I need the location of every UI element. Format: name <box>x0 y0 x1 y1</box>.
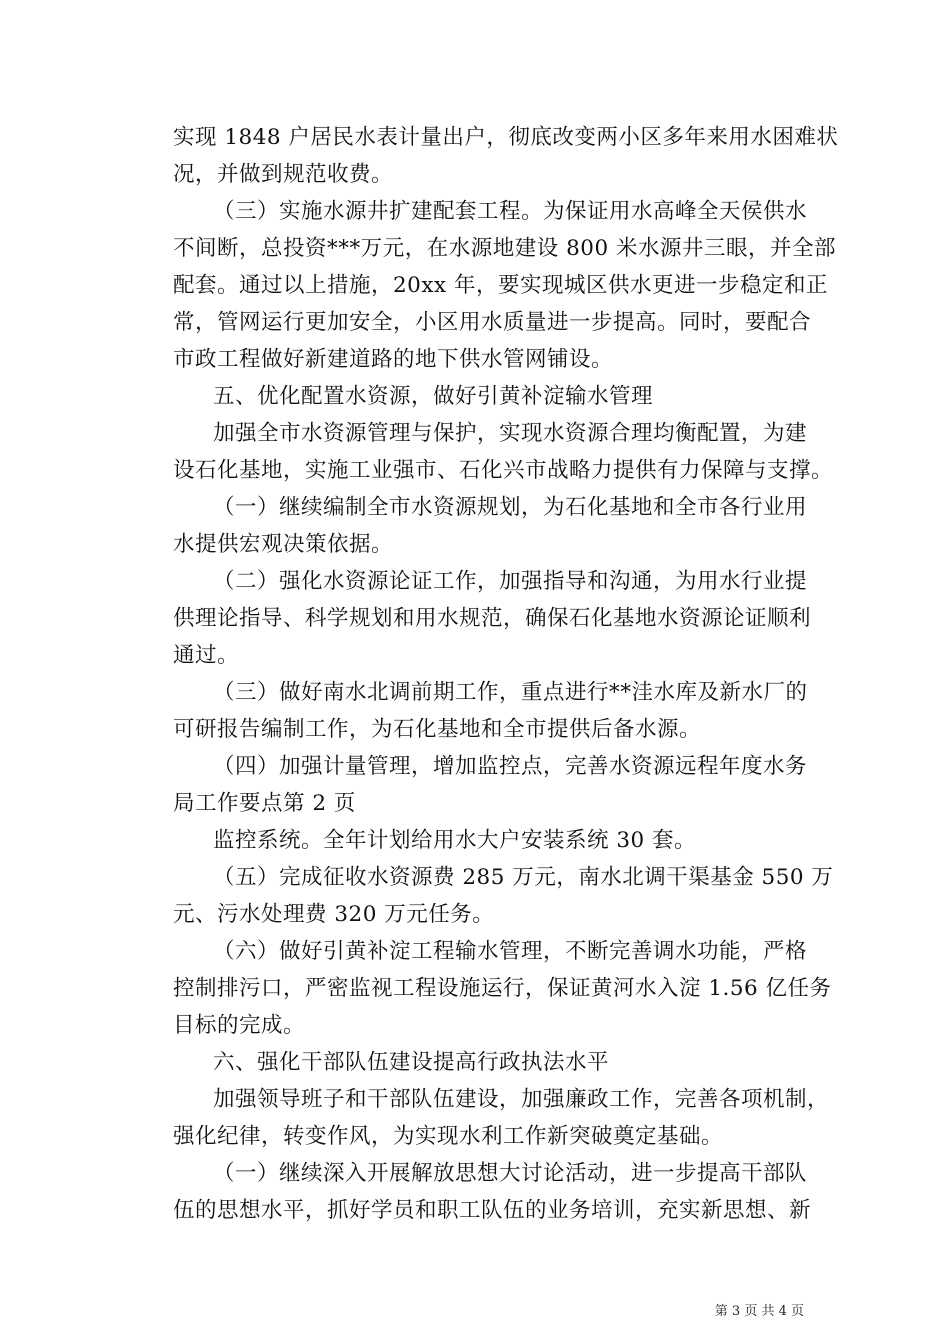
text-line: 水提供宏观决策依据。 <box>173 532 394 557</box>
text-line: 监控系统。全年计划给用水大户安装系统 30 套。 <box>213 828 697 853</box>
text-line: （一）继续编制全市水资源规划，为石化基地和全市各行业用 <box>213 495 808 520</box>
text-line: （二）强化水资源论证工作，加强指导和沟通，为用水行业提 <box>213 569 808 594</box>
text-line: 况，并做到规范收费。 <box>173 162 394 187</box>
text-line: （三）做好南水北调前期工作，重点进行**洼水库及新水厂的 <box>213 680 808 705</box>
text-line: 控制排污口，严密监视工程设施运行，保证黄河水入淀 1.56 亿任务 <box>173 976 832 1001</box>
text-line: 实现 1848 户居民水表计量出户，彻底改变两小区多年来用水困难状 <box>173 125 839 150</box>
text-line: 可研报告编制工作，为石化基地和全市提供后备水源。 <box>173 717 702 742</box>
text-line: 目标的完成。 <box>173 1013 306 1038</box>
text-line: 加强全市水资源管理与保护，实现水资源合理均衡配置，为建 <box>213 421 808 446</box>
text-line: 常，管网运行更加安全，小区用水质量进一步提高。同时，要配合 <box>173 310 812 335</box>
text-line: 加强领导班子和干部队伍建设，加强廉政工作，完善各项机制， <box>213 1087 830 1112</box>
page-number-footer: 第 3 页 共 4 页 <box>714 1304 804 1319</box>
text-line: 配套。通过以上措施，20xx 年，要实现城区供水更进一步稳定和正 <box>173 273 828 298</box>
section-heading: 六、强化干部队伍建设提高行政执法水平 <box>213 1050 610 1075</box>
text-line: 强化纪律，转变作风，为实现水利工作新突破奠定基础。 <box>173 1124 724 1149</box>
text-line: 元、污水处理费 320 万元任务。 <box>173 902 495 927</box>
text-line: （六）做好引黄补淀工程输水管理，不断完善调水功能，严格 <box>213 939 808 964</box>
text-line: 局工作要点第 2 页 <box>173 791 356 816</box>
text-line: 通过。 <box>173 643 240 668</box>
text-line: （一）继续深入开展解放思想大讨论活动，进一步提高干部队 <box>213 1161 808 1186</box>
text-line: 供理论指导、科学规划和用水规范，确保石化基地水资源论证顺利 <box>173 606 812 631</box>
text-line: 设石化基地，实施工业强市、石化兴市战略力提供有力保障与支撑。 <box>173 458 834 483</box>
text-line: 不间断，总投资***万元，在水源地建设 800 米水源井三眼，并全部 <box>173 236 836 261</box>
text-line: （四）加强计量管理，增加监控点，完善水资源远程年度水务 <box>213 754 808 779</box>
text-line: （三）实施水源井扩建配套工程。为保证用水高峰全天侯供水 <box>213 199 808 224</box>
text-line: （五）完成征收水资源费 285 万元，南水北调干渠基金 550 万 <box>213 865 834 890</box>
text-line: 伍的思想水平，抓好学员和职工队伍的业务培训，充实新思想、新 <box>173 1198 812 1223</box>
text-line: 市政工程做好新建道路的地下供水管网铺设。 <box>173 347 614 372</box>
section-heading: 五、优化配置水资源，做好引黄补淀输水管理 <box>213 384 654 409</box>
